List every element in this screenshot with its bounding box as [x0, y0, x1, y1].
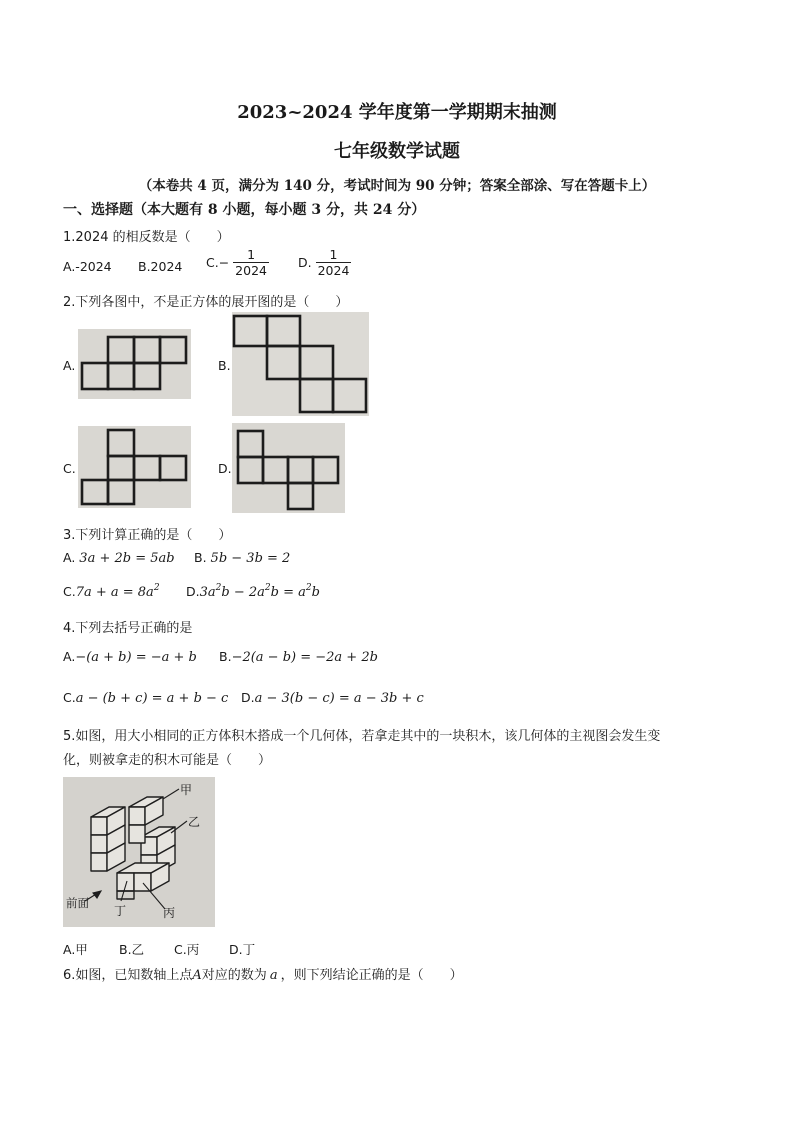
q1-option-d-fraction — [316, 247, 352, 278]
cube-net-b-image — [232, 312, 369, 416]
q2-option-b-label: B. — [218, 358, 231, 373]
q3-option-c — [63, 583, 160, 600]
block-label-bing: 丙 — [163, 906, 176, 920]
block-label-front: 前面 — [66, 896, 89, 910]
q3-option-a — [63, 550, 175, 566]
q6-variable: a — [269, 968, 278, 983]
fraction-numerator: 1 — [233, 247, 269, 263]
exam-subtitle: 七年级数学试题 — [334, 141, 460, 162]
q6-stem-part-2: 对应的数为 — [201, 968, 267, 983]
q3-option-b-label: B. — [194, 550, 207, 565]
q1-option-c-label: C. — [206, 255, 219, 270]
q4-option-a-expr: −(a + b) = −a + b — [75, 650, 197, 665]
q3-option-c-expr: 7a + a = 8a — [75, 585, 154, 600]
block-label-ding: 丁 — [114, 904, 127, 918]
q4-option-b — [219, 649, 378, 665]
q6-stem-part-1: 6.如图，已知数轴上点 — [63, 968, 193, 983]
question-4-stem: 4.下列去括号正确的是 — [63, 621, 193, 636]
q4-option-c-label: C. — [63, 690, 76, 705]
exam-title: 2023~2024 学年度第一学期期末抽测 — [237, 102, 557, 123]
q4-option-d — [241, 690, 424, 706]
q5-option-d: D.丁 — [229, 942, 256, 957]
q4-option-b-expr: −2(a − b) = −2a + 2b — [231, 650, 378, 665]
q4-option-a-label: A. — [63, 649, 76, 664]
exam-note: （本卷共 4 页，满分为 140 分，考试时间为 90 分钟；答案全部涂、写在答题卡上） — [138, 178, 656, 194]
q3-d-exp-3: 2 — [305, 583, 312, 593]
q3-d-part-1: 3a — [199, 585, 216, 600]
q4-option-d-label: D. — [241, 690, 255, 705]
q5-option-c: C.丙 — [174, 942, 200, 957]
q5-option-b: B.乙 — [119, 942, 145, 957]
q1-option-a: A.-2024 — [63, 259, 112, 274]
cube-net-b-figure — [232, 312, 369, 416]
q3-d-exp-2: 2 — [264, 583, 271, 593]
question-5-stem-line-2: 化，则被拿走的积木可能是（ ） — [63, 753, 272, 768]
q4-option-c-expr: a − (b + c) = a + b − c — [75, 691, 229, 706]
q6-point-name: A — [192, 968, 202, 983]
q3-option-d-label: D. — [186, 584, 200, 599]
q5-option-a: A.甲 — [63, 942, 88, 957]
question-5-stem-line-1: 5.如图，用大小相同的正方体积木搭成一个几何体，若拿走其中的一块积木，该几何体的主视图会发生变 — [63, 729, 661, 744]
fraction-denominator: 2024 — [317, 263, 350, 278]
block-label-jia: 甲 — [180, 783, 193, 797]
cube-net-a-image — [78, 329, 191, 399]
q1-option-d-label: D. — [298, 255, 312, 270]
q2-option-c-label: C. — [63, 461, 76, 476]
q3-option-b — [194, 550, 290, 566]
question-2-stem: 2.下列各图中，不是正方体的展开图的是（ ） — [63, 295, 349, 310]
q4-option-a — [63, 649, 197, 665]
q3-option-a-expr: 3a + 2b = 5ab — [79, 551, 175, 566]
cube-net-d-figure — [232, 423, 345, 513]
q3-option-a-label: A. — [63, 550, 76, 565]
question-3-stem: 3.下列计算正确的是（ ） — [63, 528, 232, 543]
q1-option-c — [206, 247, 269, 278]
q3-d-part-3: b = a — [270, 585, 306, 600]
q1-option-c-fraction — [233, 247, 269, 278]
q2-option-a-label: A. — [63, 358, 76, 373]
cube-net-d-image — [232, 423, 345, 513]
q1-option-c-sign: − — [218, 255, 230, 270]
cube-net-a-figure — [78, 329, 191, 399]
fraction-numerator: 1 — [316, 247, 352, 263]
cube-net-c-image — [78, 426, 191, 508]
question-6-stem — [63, 964, 463, 983]
q4-option-d-expr: a − 3(b − c) = a − 3b + c — [254, 691, 424, 706]
q1-option-b: B.2024 — [138, 259, 183, 274]
q6-stem-part-3: ，则下列结论正确的是（ ） — [280, 968, 463, 983]
block-label-yi: 乙 — [188, 815, 201, 829]
q1-option-d — [298, 247, 351, 278]
q3-option-b-expr: 5b − 3b = 2 — [210, 551, 291, 566]
q4-option-c — [63, 690, 228, 706]
question-1-stem: 1.2024 的相反数是（ ） — [63, 230, 230, 245]
cube-net-c-figure — [78, 426, 191, 508]
q2-option-d-label: D. — [218, 461, 232, 476]
q3-option-c-exponent: 2 — [153, 583, 160, 593]
q3-d-exp-1: 2 — [215, 583, 222, 593]
q3-d-part-4: b — [311, 585, 320, 600]
q4-option-b-label: B. — [219, 649, 232, 664]
q3-option-d — [186, 583, 320, 600]
fraction-denominator: 2024 — [235, 263, 267, 278]
section-heading: 一、选择题（本大题有 8 小题，每小题 3 分，共 24 分） — [63, 202, 426, 218]
q3-d-part-2: b − 2a — [221, 585, 265, 600]
q3-option-c-label: C. — [63, 584, 76, 599]
